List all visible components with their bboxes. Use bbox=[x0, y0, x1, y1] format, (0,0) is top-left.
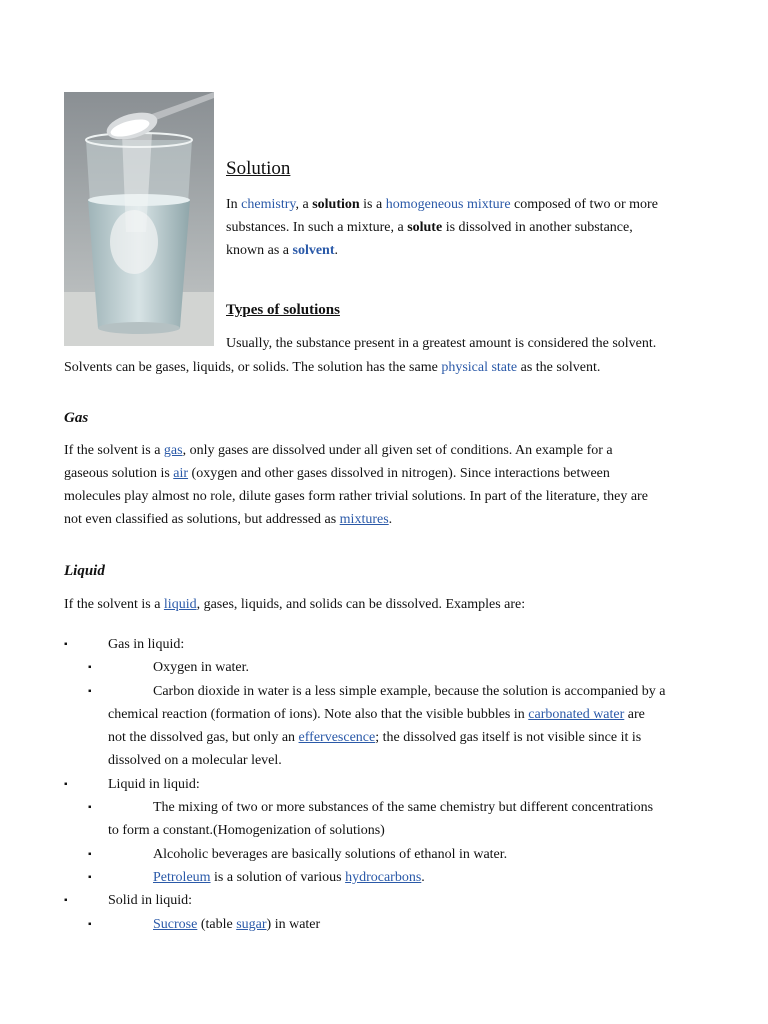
hydrocarbons-link[interactable]: hydrocarbons bbox=[345, 869, 422, 885]
types-line-2: Solvents can be gases, liquids, or solids. The solution has the same physical state as the solvent. bbox=[64, 360, 601, 375]
homogeneous-mixture-link[interactable]: homogeneous mixture bbox=[385, 197, 511, 212]
air-link[interactable]: air bbox=[173, 466, 189, 481]
sugar-link[interactable]: sugar bbox=[236, 916, 267, 932]
list-item: ▪ Alcoholic beverages are basically solutions of ethanol in water. bbox=[88, 846, 508, 862]
types-heading: Types of solutions bbox=[226, 302, 340, 318]
list-item-continued: not the dissolved gas, but only an effervescence; the dissolved gas itself is not visible since it is bbox=[108, 730, 642, 746]
glass-of-water-photo bbox=[64, 92, 214, 346]
chemistry-link[interactable]: chemistry bbox=[241, 197, 296, 212]
effervescence-link[interactable]: effervescence bbox=[298, 730, 376, 746]
list-item: ▪ Liquid in liquid: bbox=[64, 776, 200, 792]
list-item: ▪ Gas in liquid: bbox=[64, 637, 185, 652]
list-item: ▪ Petroleum is a solution of various hydrocarbons. bbox=[88, 869, 425, 885]
list-item: ▪ Carbon dioxide in water is a less simple example, because the solution is accompanied by a bbox=[88, 683, 666, 699]
liquid-link[interactable]: liquid bbox=[163, 597, 197, 612]
types-line-1: Usually, the substance present in a greatest amount is considered the solvent. bbox=[226, 336, 657, 351]
list-item: ▪ Solid in liquid: bbox=[64, 893, 193, 909]
solvent-link[interactable]: solvent bbox=[292, 243, 335, 258]
glass-illustration bbox=[64, 92, 214, 346]
carbonated-water-link[interactable]: carbonated water bbox=[528, 706, 625, 722]
petroleum-link[interactable]: Petroleum bbox=[153, 869, 211, 885]
list-item: ▪ Sucrose (table sugar) in water bbox=[88, 916, 321, 932]
gas-link[interactable]: gas bbox=[163, 443, 183, 458]
intro-paragraph: In chemistry, a solution is a homogeneous mixture composed of two or more substances. In such a mixture, a solute is dissolved in another substance, known as a solvent. bbox=[226, 197, 658, 258]
page-title: Solution bbox=[226, 158, 291, 179]
gas-paragraph: If the solvent is a gas, only gases are dissolved under all given set of conditions. An example for a gaseous solution is air (oxygen and other gases dissolved in nitrogen). Since interactions between molecules play almost no role, dilute gases form rather trivial solutions. In part of the literature, they are not even classified as solutions, but addressed as mixtures. bbox=[64, 443, 648, 527]
mixtures-link[interactable]: mixtures bbox=[339, 512, 389, 527]
examples-list bbox=[64, 633, 724, 936]
physical-state-link[interactable]: physical state bbox=[441, 360, 518, 375]
list-item-continued: to form a constant.(Homogenization of solutions) bbox=[108, 823, 385, 839]
list-item-continued: chemical reaction (formation of ions). Note also that the visible bubbles in carbonated water are bbox=[108, 706, 645, 722]
liquid-intro: If the solvent is a liquid, gases, liquids, and solids can be dissolved. Examples are: bbox=[64, 597, 526, 612]
gas-heading: Gas bbox=[64, 410, 89, 426]
list-item: ▪ Oxygen in water. bbox=[88, 660, 250, 676]
sucrose-link[interactable]: Sucrose bbox=[153, 916, 198, 932]
list-item: ▪ The mixing of two or more substances of the same chemistry but different concentrations bbox=[88, 800, 654, 816]
liquid-heading: Liquid bbox=[64, 563, 105, 579]
list-item-continued: dissolved on a molecular level. bbox=[108, 753, 282, 769]
